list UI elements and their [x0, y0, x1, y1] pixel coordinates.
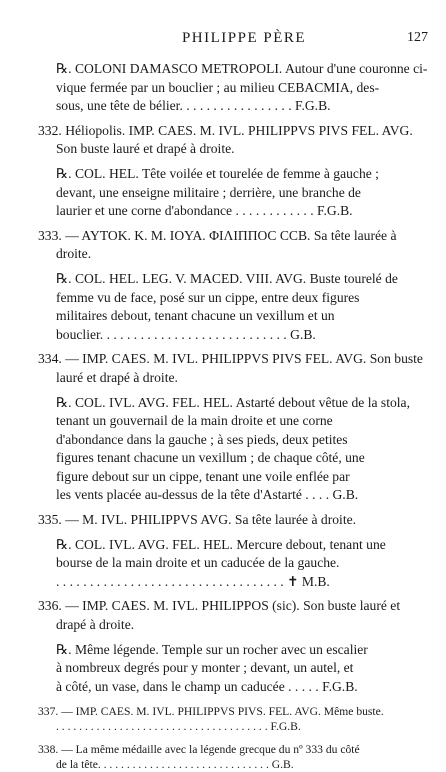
text-line: tenant un gouvernail de la main droite et une corne [56, 413, 333, 429]
text-line: . . . . . . . . . . . . . . . . . . . . . . . . . . . . . . . . . . . . . F.G.B. [56, 720, 301, 734]
text-line: drapé à droite. [56, 617, 135, 633]
text-line: laurier et une corne d'abondance . . . . . . . . . . . . F.G.B. [56, 203, 353, 219]
entry-damascus-reverse [38, 60, 433, 116]
entry-336-reverse [38, 641, 433, 697]
entry-heading: 335. — M. IVL. PHILIPPVS AVG. Sa tête laurée à droite. [38, 512, 357, 528]
text-line: à nombreux degrés pour y monter ; devant, un autel, et [56, 660, 354, 676]
text-line: droite. [56, 246, 92, 262]
text-line: devant, une enseigne militaire ; derrière, une branche de [56, 184, 361, 200]
running-head [60, 30, 428, 50]
text-line: bouclier. . . . . . . . . . . . . . . . . . . . . . . . . . . . G.B. [56, 326, 316, 342]
text-line: militaires debout, tenant chacune un vexillum et un [56, 308, 335, 324]
entry-332-reverse [38, 165, 433, 221]
text-line: ℞. Même légende. Temple sur un rocher avec un escalier [56, 641, 368, 657]
entry-heading: 334. — IMP. CAES. M. IVL. PHILIPPVS PIVS FEL. AVG. Son buste [38, 351, 423, 367]
entry-338 [38, 742, 433, 772]
entry-heading: 333. — AYTOK. K. M. IOYA. ΦΙΛΙΠΠΟC CCB. Sa tête laurée à [38, 227, 397, 243]
text-line: d'abondance dans la gauche ; à ses pieds, deux petites [56, 431, 348, 447]
page-title: PHILIPPE PÈRE [181, 30, 307, 46]
text-line: lauré et drapé à droite. [56, 369, 178, 385]
text-line: les vents placée au-dessus de la tête d'Astarté . . . . G.B. [56, 487, 359, 503]
text-line: sous, une tête de bélier. . . . . . . . . . . . . . . . . F.G.B. [56, 98, 331, 114]
entry-334 [38, 350, 433, 387]
text-line: . . . . . . . . . . . . . . . . . . . . . . . . . . . . . . . . . . ✝ M.B. [56, 573, 330, 589]
entry-heading: 337. — IMP. CAES. M. IVL. PHILIPPVS PIVS. FEL. AVG. Même buste. [38, 705, 384, 719]
text-line: ℞. COL. IVL. AVG. FEL. HEL. Mercure debout, tenant une [56, 536, 386, 552]
entry-heading: 338. — La même médaille avec la légende grecque du nº 333 du côté [38, 743, 360, 757]
page-number: 127 [407, 30, 428, 45]
entry-heading: 336. — IMP. CAES. M. IVL. PHILIPPOS (sic). Son buste lauré et [38, 598, 401, 614]
entry-332 [38, 122, 433, 159]
text-line: ℞. COLONI DAMASCO METROPOLI. Autour d'une couronne ci- [56, 61, 428, 76]
text-line: figure debout sur un cippe, tenant une voile enflée par [56, 468, 350, 484]
text-line: femme vu de face, posé sur un cippe, entre deux figures [56, 289, 360, 305]
text-line: vique fermée par un bouclier ; au milieu CEBACMIA, des- [56, 79, 380, 95]
text-line: de la tête. . . . . . . . . . . . . . . . . . . . . . . . . . . . . . G.B. [56, 758, 294, 772]
text-line: Son buste lauré et drapé à droite. [56, 141, 235, 157]
entry-337 [38, 704, 433, 734]
entry-334-reverse [38, 394, 433, 506]
text-line: bourse de la main droite et un caducée de la gauche. [56, 555, 340, 571]
entry-333-reverse [38, 270, 433, 344]
entry-335-reverse [38, 536, 433, 592]
entry-333 [38, 227, 433, 264]
entry-335 [38, 511, 433, 530]
text-line: ℞. COL. HEL. LEG. V. MACED. VIII. AVG. Buste tourelé de [56, 270, 398, 286]
text-line: à côté, un vase, dans le champ un caducée . . . . . F.G.B. [56, 678, 358, 694]
text-line: ℞. COL. HEL. Tête voilée et tourelée de femme à gauche ; [56, 165, 379, 181]
text-line: ℞. COL. IVL. AVG. FEL. HEL. Astarté debout vêtue de la stola, [56, 394, 410, 410]
document-body [38, 60, 433, 772]
entry-336 [38, 597, 433, 634]
text-line: figures tenant chacune un vexillum ; de chaque côté, une [56, 450, 365, 466]
entry-heading: 332. Héliopolis. IMP. CAES. M. IVL. PHILIPPVS PIVS FEL. AVG. [38, 122, 413, 138]
